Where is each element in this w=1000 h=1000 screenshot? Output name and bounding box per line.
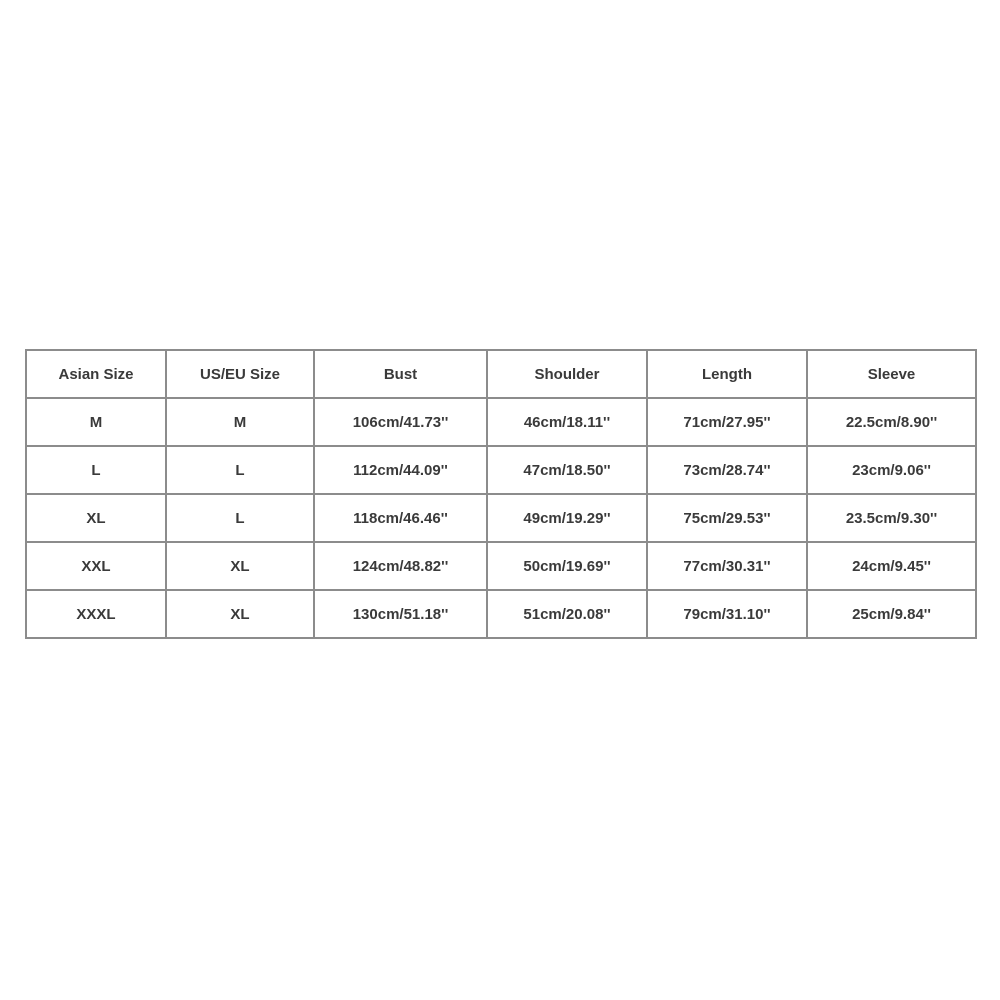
cell-sleeve: 22.5cm/8.90'' [807,398,976,446]
cell-shoulder: 46cm/18.11'' [487,398,647,446]
cell-shoulder: 49cm/19.29'' [487,494,647,542]
header-row [26,350,976,398]
cell-bust: 130cm/51.18'' [314,590,487,638]
cell-length: 71cm/27.95'' [647,398,807,446]
header-sleeve: Sleeve [807,350,976,398]
cell-asian-size: M [26,398,166,446]
header-length: Length [647,350,807,398]
cell-shoulder: 50cm/19.69'' [487,542,647,590]
cell-asian-size: XXXL [26,590,166,638]
cell-shoulder: 51cm/20.08'' [487,590,647,638]
cell-bust: 112cm/44.09'' [314,446,487,494]
cell-sleeve: 25cm/9.84'' [807,590,976,638]
cell-sleeve: 23.5cm/9.30'' [807,494,976,542]
cell-asian-size: XXL [26,542,166,590]
cell-us-eu-size: XL [166,542,314,590]
size-chart-table [25,349,977,639]
table-row [26,398,976,446]
table-row [26,446,976,494]
cell-length: 75cm/29.53'' [647,494,807,542]
cell-us-eu-size: L [166,494,314,542]
cell-asian-size: XL [26,494,166,542]
cell-us-eu-size: XL [166,590,314,638]
header-asian-size: Asian Size [26,350,166,398]
cell-bust: 124cm/48.82'' [314,542,487,590]
cell-bust: 106cm/41.73'' [314,398,487,446]
header-bust: Bust [314,350,487,398]
table-row [26,542,976,590]
cell-us-eu-size: L [166,446,314,494]
cell-asian-size: L [26,446,166,494]
table-row [26,590,976,638]
header-us-eu-size: US/EU Size [166,350,314,398]
header-shoulder: Shoulder [487,350,647,398]
cell-sleeve: 23cm/9.06'' [807,446,976,494]
cell-shoulder: 47cm/18.50'' [487,446,647,494]
cell-length: 79cm/31.10'' [647,590,807,638]
cell-sleeve: 24cm/9.45'' [807,542,976,590]
cell-length: 73cm/28.74'' [647,446,807,494]
table-row [26,494,976,542]
cell-bust: 118cm/46.46'' [314,494,487,542]
cell-length: 77cm/30.31'' [647,542,807,590]
cell-us-eu-size: M [166,398,314,446]
